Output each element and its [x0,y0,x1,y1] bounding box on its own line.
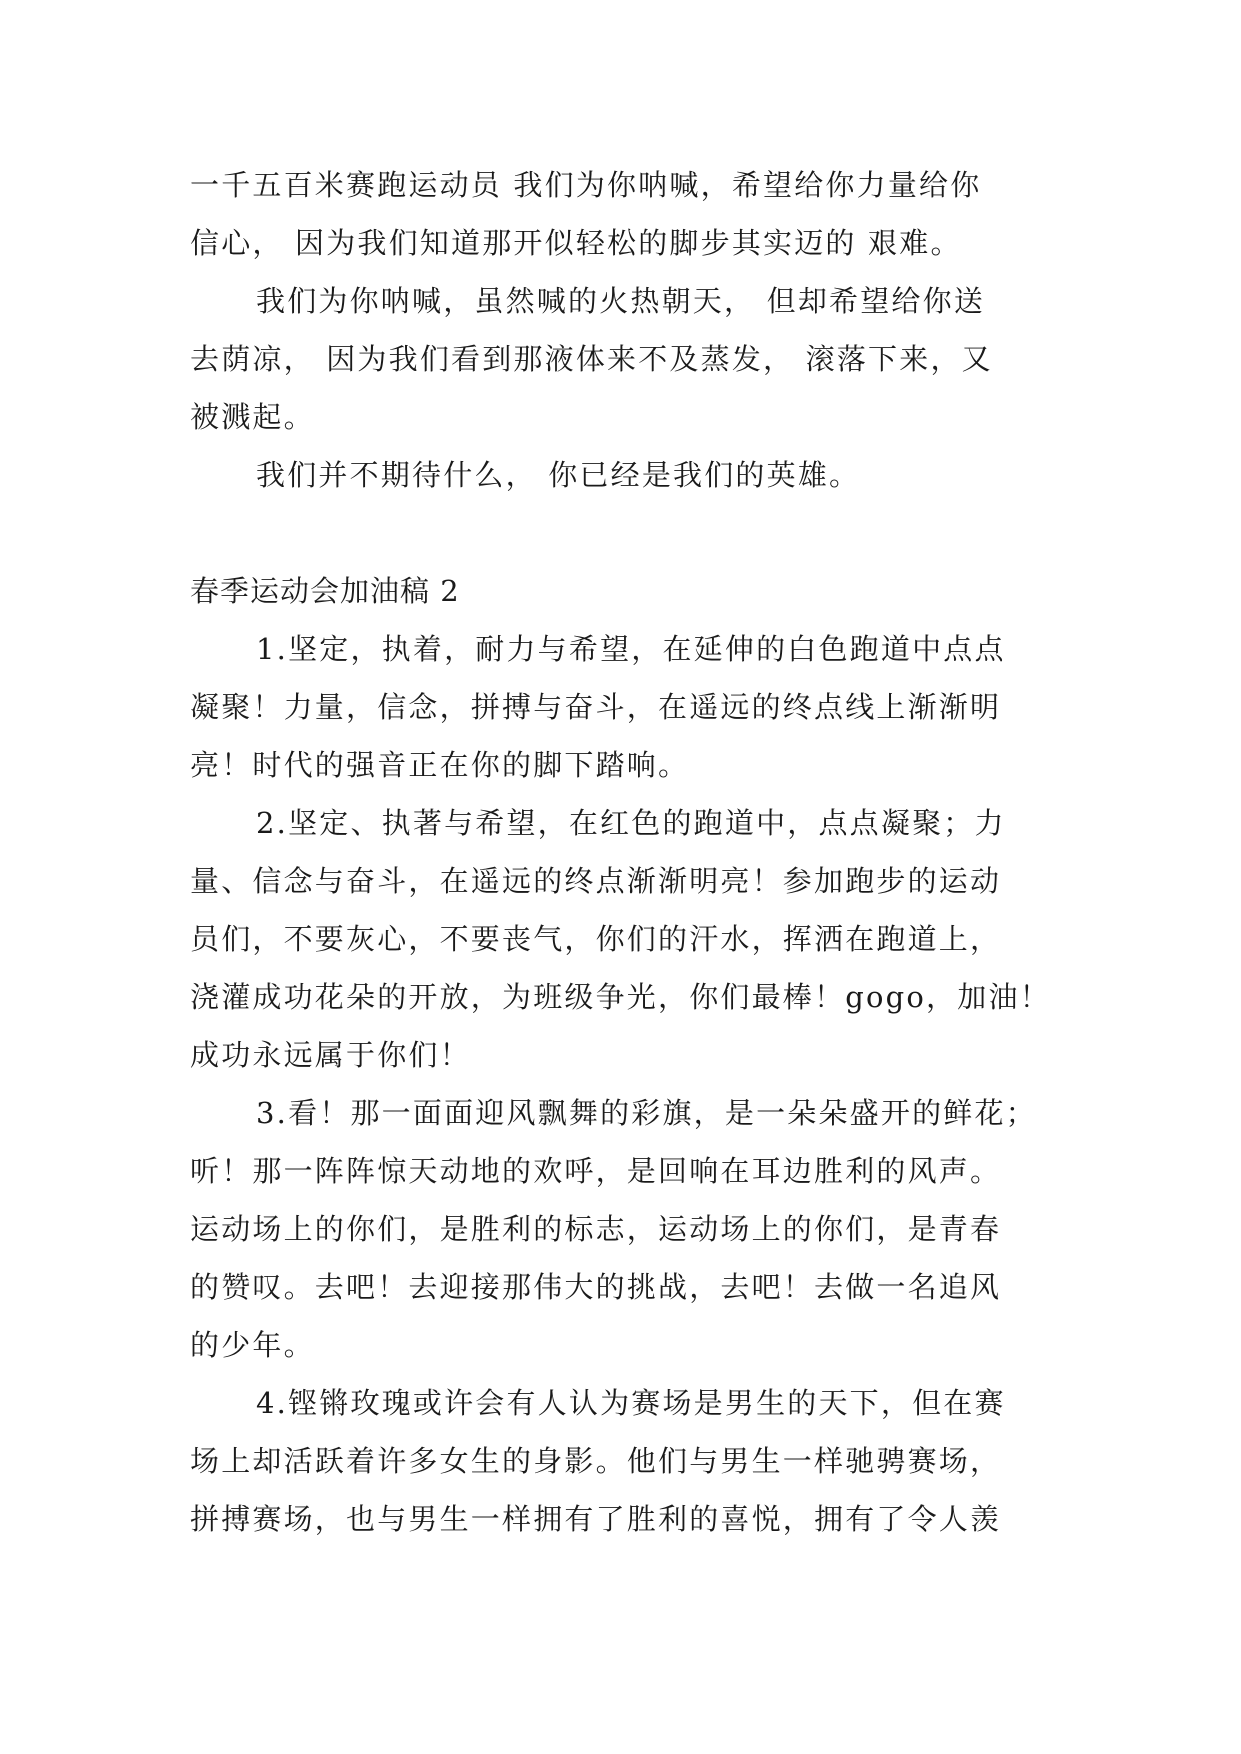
text-line: 听！那一阵阵惊天动地的欢呼，是回响在耳边胜利的风声。 [190,1154,1002,1188]
text-line: 1.坚定，执着，耐力与希望，在延伸的白色跑道中点点 [256,632,1006,666]
text-line: 拼搏赛场，也与男生一样拥有了胜利的喜悦，拥有了令人羡 [190,1502,1002,1536]
text-line: 量、信念与奋斗，在遥远的终点渐渐明亮！参加跑步的运动 [190,864,1002,898]
paragraph-2 [190,272,1070,446]
text-line: 信心， 因为我们知道那开似轻松的脚步其实迈的 艰难。 [190,226,962,260]
text-line: 的赞叹。去吧！去迎接那伟大的挑战，去吧！去做一名追风 [190,1270,1002,1304]
text-line: 亮！时代的强音正在你的脚下踏响。 [190,748,690,782]
text-line: 我们为你呐喊，虽然喊的火热朝天， 但却希望给你送 [256,284,986,318]
section-title: 春季运动会加油稿 2 [190,574,460,608]
document-page [190,156,1070,1548]
text-line: 3.看！那一面面迎风飘舞的彩旗，是一朵朵盛开的鲜花； [256,1096,1037,1130]
text-line: 浇灌成功花朵的开放，为班级争光，你们最棒！gogo，加油！ [190,980,1051,1014]
text-line: 4.铿锵玫瑰或许会有人认为赛场是男生的天下，但在赛 [256,1386,1006,1420]
text-line: 我们并不期待什么， 你已经是我们的英雄。 [256,458,861,492]
paragraph-1 [190,156,1070,272]
text-line: 运动场上的你们，是胜利的标志，运动场上的你们，是青春 [190,1212,1002,1246]
blank-line [190,504,1070,562]
list-item-4 [190,1374,1070,1548]
text-line: 成功永远属于你们！ [190,1038,471,1072]
list-item-2 [190,794,1070,1084]
list-item-3 [190,1084,1070,1374]
text-line: 的少年。 [190,1328,315,1362]
text-line: 凝聚！力量，信念，拼搏与奋斗，在遥远的终点线上渐渐明 [190,690,1002,724]
text-line: 员们，不要灰心，不要丧气，你们的汗水，挥洒在跑道上， [190,922,1002,956]
text-line: 去荫凉， 因为我们看到那液体来不及蒸发， 滚落下来，又 [190,342,993,376]
text-line: 2.坚定、执著与希望，在红色的跑道中，点点凝聚；力 [256,806,1006,840]
paragraph-3 [190,446,1070,504]
text-line: 被溅起。 [190,400,315,434]
text-line: 一千五百米赛跑运动员 我们为你呐喊，希望给你力量给你 [190,168,982,202]
text-line: 场上却活跃着许多女生的身影。他们与男生一样驰骋赛场， [190,1444,1002,1478]
list-item-1 [190,620,1070,794]
